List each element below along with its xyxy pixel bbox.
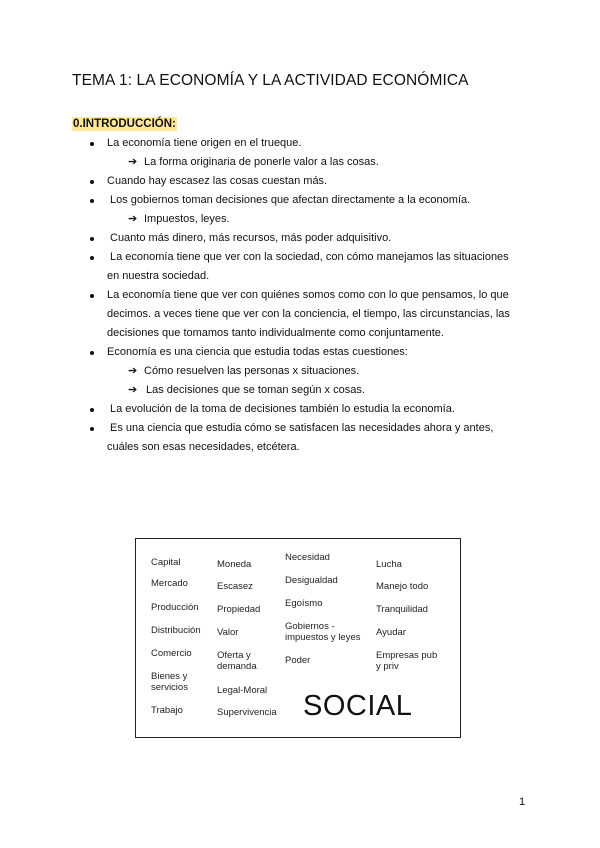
box-word: Mercado [151,578,188,589]
box-word: Poder [285,655,311,666]
bullet-icon [90,199,94,203]
text-line: La forma originaria de ponerle valor a las cosas. [144,156,379,168]
box-word: servicios [151,682,188,693]
text-line: en nuestra sociedad. [107,270,210,282]
text-line: decimos. a veces tiene que ver con la conciencia, el tiempo, las circunstancias, las [107,308,510,320]
bullet-icon [90,142,94,146]
box-word: Egoísmo [285,598,323,609]
box-word: Moneda [217,559,252,570]
box-word: Propiedad [217,604,261,615]
box-word: Manejo todo [376,581,429,592]
box-word: Capital [151,557,181,568]
box-word: Valor [217,627,239,638]
box-word: Distribución [151,625,201,636]
arrow-icon: ➔ [128,384,138,396]
bullet-icon [90,237,94,241]
bullet-icon [90,408,94,412]
box-word: Empresas pub [376,650,438,661]
box-word: Oferta y [217,650,251,661]
box-word: Escasez [217,581,253,592]
box-word: Ayudar [376,627,406,638]
bullet-icon [90,294,94,298]
text-line: Las decisiones que se toman según x cosas. [146,384,365,396]
section-heading: 0.INTRODUCCIÓN: [73,118,176,130]
document-title: TEMA 1: LA ECONOMÍA Y LA ACTIVIDAD ECONÓMICA [72,72,469,89]
text-line: Cuanto más dinero, más recursos, más poder adquisitivo. [110,232,392,244]
box-word: Gobiernos - [285,621,335,632]
text-line: La evolución de la toma de decisiones también lo estudia la economía. [110,403,455,415]
text-line: cuáles son esas necesidades, etcétera. [107,441,300,453]
text-line: Es una ciencia que estudia cómo se satisfacen las necesidades ahora y antes, [110,422,494,434]
bullet-icon [90,427,94,431]
box-word: Lucha [376,559,402,570]
text-line: Cómo resuelven las personas x situaciones. [144,365,360,377]
box-word: Trabajo [151,705,183,716]
box-word: Supervivencia [217,707,277,718]
box-word: Desigualdad [285,575,338,586]
arrow-icon: ➔ [128,213,138,225]
box-word: Necesidad [285,552,330,563]
bullet-icon [90,256,94,260]
text-line: Economía es una ciencia que estudia todas estas cuestiones: [107,346,408,358]
social-big-word: SOCIAL [303,690,413,722]
text-line: La economía tiene que ver con la sociedad, con cómo manejamos las situaciones [110,251,509,263]
box-word: Comercio [151,648,192,659]
box-word: Tranquilidad [376,604,428,615]
box-word: Legal-Moral [217,685,268,696]
box-word: impuestos y leyes [285,632,361,643]
box-word: demanda [217,661,257,672]
bullet-icon [90,351,94,355]
text-line: decisiones que tomamos tanto individualmente como conjuntamente. [107,327,444,339]
arrow-icon: ➔ [128,365,138,377]
page-number: 1 [519,796,526,808]
arrow-icon: ➔ [128,156,138,168]
text-line: La economía tiene que ver con quiénes somos como con lo que pensamos, lo que [107,289,509,301]
bullet-icon [90,180,94,184]
text-line: Cuando hay escasez las cosas cuestan más. [107,175,328,187]
text-line: Impuestos, leyes. [144,213,230,225]
box-word: Bienes y [151,671,188,682]
text-line: Los gobiernos toman decisiones que afectan directamente a la economía. [110,194,471,206]
box-word: y priv [376,661,399,672]
box-word: Producción [151,602,199,613]
text-line: La economía tiene origen en el trueque. [107,137,302,149]
